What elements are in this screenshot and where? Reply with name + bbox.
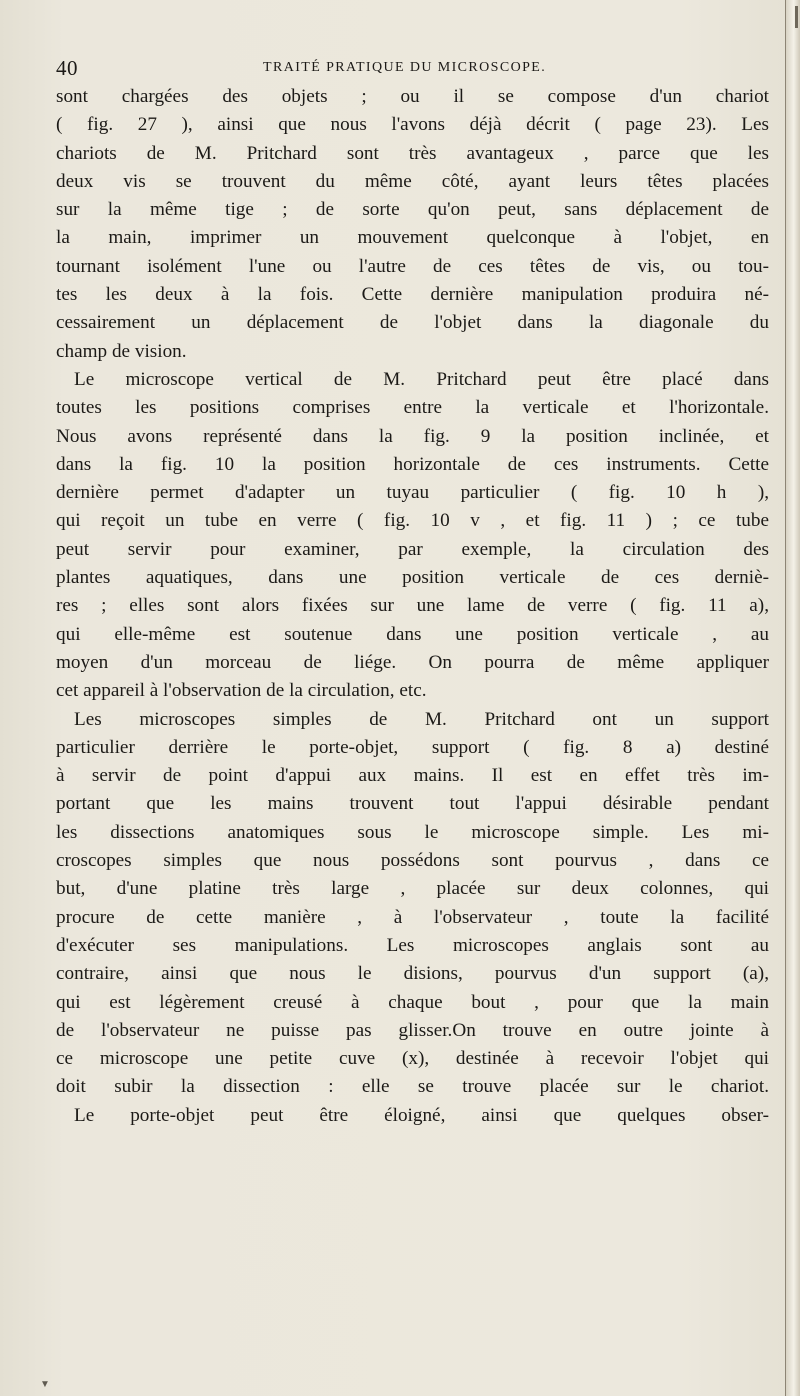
text-line: but, d'une platine très large , placée sur deux colonnes, qui xyxy=(56,878,769,900)
page-header xyxy=(56,56,756,80)
edge-mark xyxy=(795,6,798,28)
text-line: chariots de M. Pritchard sont très avantageux , parce que les xyxy=(56,142,769,164)
text-line: dernière permet d'adapter un tuyau particulier ( fig. 10 h ), xyxy=(56,482,769,504)
text-line: doit subir la dissection : elle se trouve placée sur le chariot. xyxy=(56,1076,769,1098)
page-number: 40 xyxy=(56,56,78,80)
text-line: peut servir pour examiner, par exemple, la circulation des xyxy=(56,538,769,560)
text-line: ( fig. 27 ), ainsi que nous l'avons déjà décrit ( page 23). Les xyxy=(56,114,769,136)
text-line: cessairement un déplacement de l'objet dans la diagonale du xyxy=(56,312,769,334)
text-line: qui est légèrement creusé à chaque bout , pour que la main xyxy=(56,991,769,1013)
body-text xyxy=(56,83,769,1130)
running-title: TRAITÉ PRATIQUE DU MICROSCOPE. xyxy=(263,60,547,75)
stray-mark: ▼ xyxy=(40,1379,50,1390)
text-line: champ de vision. xyxy=(56,340,187,362)
text-line: Nous avons représenté dans la fig. 9 la position inclinée, et xyxy=(56,425,769,447)
text-line: cet appareil à l'observation de la circulation, etc. xyxy=(56,680,427,702)
text-line: qui elle-même est soutenue dans une position verticale , au xyxy=(56,623,769,645)
text-line: portant que les mains trouvent tout l'appui désirable pendant xyxy=(56,793,769,815)
text-line: particulier derrière le porte-objet, support ( fig. 8 a) destiné xyxy=(56,736,769,758)
text-line: plantes aquatiques, dans une position verticale de ces derniè- xyxy=(56,567,769,589)
text-line: sur la même tige ; de sorte qu'on peut, sans déplacement de xyxy=(56,199,769,221)
text-line: Le porte-objet peut être éloigné, ainsi que quelques obser- xyxy=(74,1104,769,1126)
text-line: Le microscope vertical de M. Pritchard peut être placé dans xyxy=(74,368,769,390)
text-line: contraire, ainsi que nous le disions, pourvus d'un support (a), xyxy=(56,963,769,985)
text-line: ce microscope une petite cuve (x), destinée à recevoir l'objet qui xyxy=(56,1048,769,1070)
page-edge xyxy=(785,0,800,1396)
text-line: la main, imprimer un mouvement quelconque à l'objet, en xyxy=(56,227,769,249)
text-line: qui reçoit un tube en verre ( fig. 10 v , et fig. 11 ) ; ce tube xyxy=(56,510,769,532)
text-line: à servir de point d'appui aux mains. Il est en effet très im- xyxy=(56,765,769,787)
text-line: tes les deux à la fois. Cette dernière manipulation produira né- xyxy=(56,284,769,306)
text-line: toutes les positions comprises entre la verticale et l'horizontale. xyxy=(56,397,769,419)
text-line: les dissections anatomiques sous le microscope simple. Les mi- xyxy=(56,821,769,843)
text-line: procure de cette manière , à l'observateur , toute la facilité xyxy=(56,906,769,928)
text-line: Les microscopes simples de M. Pritchard ont un support xyxy=(74,708,769,730)
text-line: res ; elles sont alors fixées sur une lame de verre ( fig. 11 a), xyxy=(56,595,769,617)
text-line: deux vis se trouvent du même côté, ayant leurs têtes placées xyxy=(56,170,769,192)
text-line: dans la fig. 10 la position horizontale de ces instruments. Cette xyxy=(56,453,769,475)
text-line: tournant isolément l'une ou l'autre de ces têtes de vis, ou tou- xyxy=(56,255,769,277)
text-line: de l'observateur ne puisse pas glisser.On trouve en outre jointe à xyxy=(56,1019,769,1041)
text-line: sont chargées des objets ; ou il se compose d'un chariot xyxy=(56,86,769,107)
text-line: d'exécuter ses manipulations. Les microscopes anglais sont au xyxy=(56,934,769,956)
text-line: croscopes simples que nous possédons sont pourvus , dans ce xyxy=(56,850,769,872)
text-line: moyen d'un morceau de liége. On pourra de même appliquer xyxy=(56,651,769,673)
